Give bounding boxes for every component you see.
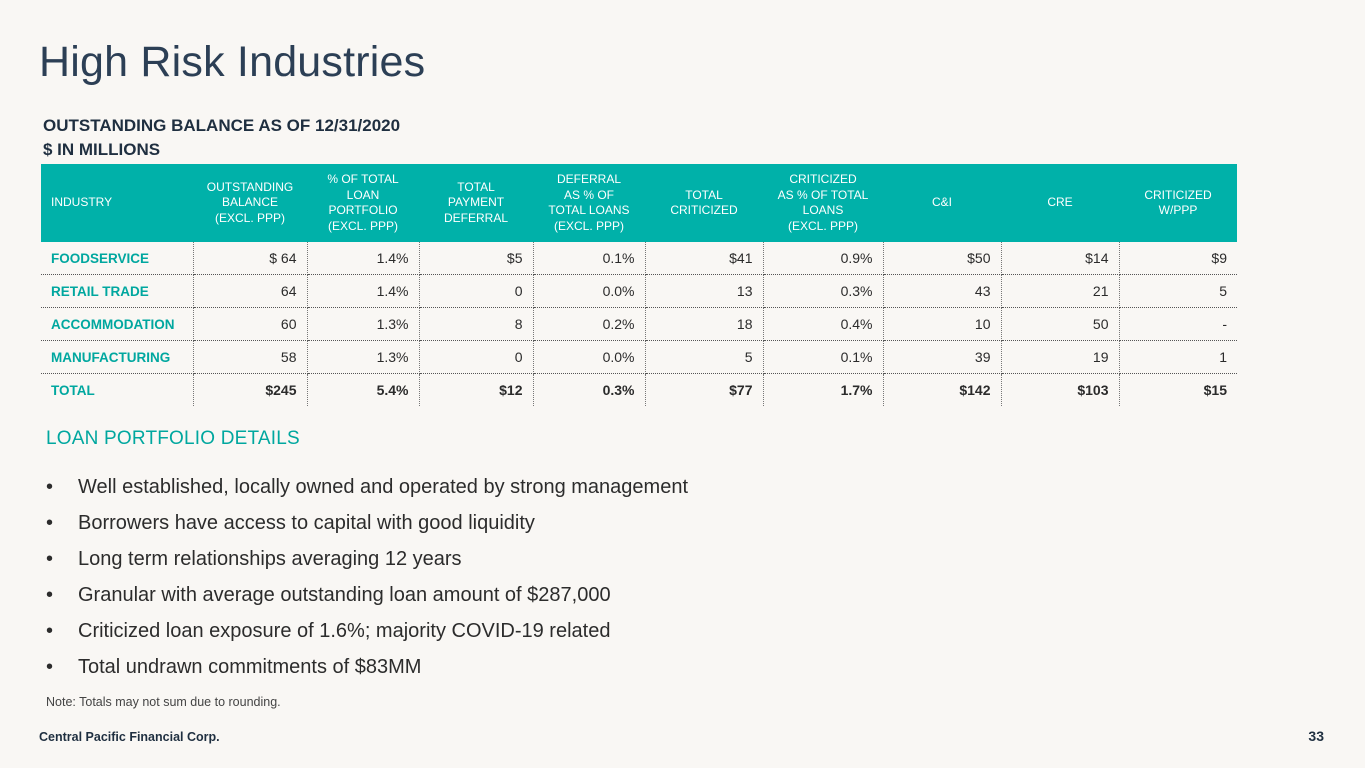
footer-company: Central Pacific Financial Corp. (39, 730, 220, 744)
table-cell-total-criticized: 13 (645, 275, 763, 308)
table-cell-pct-total-loan: 1.3% (307, 308, 419, 341)
table-header-row (41, 164, 1237, 242)
bullet-item (46, 577, 688, 613)
bullet-point-icon: • (46, 512, 54, 534)
table-cell-total-payment-deferral: 0 (419, 275, 533, 308)
bullet-item (46, 469, 688, 505)
table-cell-deferral-pct: 0.0% (533, 275, 645, 308)
table-cell-cre: 21 (1001, 275, 1119, 308)
column-header-line: CRITICIZED (670, 203, 738, 217)
table-cell-total-payment-deferral: 0 (419, 341, 533, 374)
industry-name-cell: MANUFACTURING (41, 341, 193, 374)
column-header-line: AS % OF TOTAL (777, 187, 869, 202)
column-header-line: TOTAL (685, 187, 723, 202)
table-cell-pct-total-loan: 1.4% (307, 242, 419, 275)
column-header-line: CRITICIZED (1144, 187, 1212, 202)
bullet-item (46, 649, 688, 685)
table-cell-total-payment-deferral: $12 (419, 374, 533, 407)
column-header-deferral-pct (533, 164, 645, 242)
table-cell-deferral-pct: 0.2% (533, 308, 645, 341)
column-header-line: LOANS (802, 203, 844, 217)
table-cell-total-criticized: 18 (645, 308, 763, 341)
industry-name-cell: ACCOMMODATION (41, 308, 193, 341)
table-cell-outstanding-balance: $ 64 (193, 242, 307, 275)
bullet-point-icon: • (46, 476, 54, 498)
bullet-text: Well established, locally owned and operated by strong management (78, 476, 688, 498)
column-header-line: DEFERRAL (443, 210, 508, 225)
bullet-point-icon: • (46, 656, 54, 678)
column-header-total-payment-deferral (419, 164, 533, 242)
table-cell-total-payment-deferral: 8 (419, 308, 533, 341)
table-cell-cre: $14 (1001, 242, 1119, 275)
column-header-line: TOTAL (457, 179, 495, 194)
column-header-line: DEFERRAL (556, 172, 621, 186)
column-header-line: C&I (931, 195, 952, 210)
table-cell-deferral-pct: 0.0% (533, 341, 645, 374)
table-cell-outstanding-balance: 64 (193, 275, 307, 308)
industries-table (41, 164, 1237, 406)
bullet-text: Total undrawn commitments of $83MM (78, 656, 422, 678)
column-header-line: CRITICIZED (789, 172, 857, 186)
column-header-line: PAYMENT (447, 195, 505, 210)
industry-name-cell: FOODSERVICE (41, 242, 193, 275)
table-cell-cre: 50 (1001, 308, 1119, 341)
table-cell-criticized-wppp: 5 (1119, 275, 1237, 308)
table-cell-deferral-pct: 0.1% (533, 242, 645, 275)
page-number: 33 (1308, 728, 1324, 744)
table-cell-criticized-pct: 0.1% (763, 341, 883, 374)
table-cell-criticized-pct: 0.3% (763, 275, 883, 308)
column-header-industry (41, 164, 193, 242)
section-heading: LOAN PORTFOLIO DETAILS (46, 428, 300, 449)
column-header-line: OUTSTANDING (206, 179, 294, 194)
column-header-ci (883, 164, 1001, 242)
table-cell-outstanding-balance: $245 (193, 374, 307, 407)
table-cell-pct-total-loan: 1.3% (307, 341, 419, 374)
column-header-criticized-wppp (1119, 164, 1237, 242)
column-header-line: TOTAL LOANS (548, 203, 630, 217)
column-header-line: CRE (1047, 195, 1073, 210)
table-cell-pct-total-loan: 5.4% (307, 374, 419, 407)
table-cell-cre: 19 (1001, 341, 1119, 374)
caption-line-date: OUTSTANDING BALANCE AS OF 12/31/2020 (43, 116, 401, 135)
column-header-pct-total-loan (307, 164, 419, 242)
bullet-point-icon: • (46, 620, 54, 642)
column-header-line: (EXCL. PPP) (327, 218, 399, 233)
table-cell-criticized-pct: 0.4% (763, 308, 883, 341)
column-header-line: LOAN (346, 187, 380, 202)
table-row (41, 308, 1237, 341)
table-cell-total-criticized: 5 (645, 341, 763, 374)
details-bullet-list (46, 469, 688, 685)
column-header-cre (1001, 164, 1119, 242)
column-header-total-criticized (645, 164, 763, 242)
table-cell-pct-total-loan: 1.4% (307, 275, 419, 308)
table-row (41, 242, 1237, 275)
bullet-text: Borrowers have access to capital with good liquidity (78, 512, 535, 534)
bullet-text: Granular with average outstanding loan amount of $287,000 (78, 584, 611, 606)
page-title: High Risk Industries (39, 38, 426, 86)
column-header-line: AS % OF (563, 187, 614, 202)
table-cell-ci: $50 (883, 242, 1001, 275)
industry-name-cell: RETAIL TRADE (41, 275, 193, 308)
column-header-line: (EXCL. PPP) (214, 210, 286, 225)
table-cell-total-payment-deferral: $5 (419, 242, 533, 275)
table-cell-outstanding-balance: 60 (193, 308, 307, 341)
bullet-item (46, 541, 688, 577)
table-row (41, 275, 1237, 308)
footnote: Note: Totals may not sum due to rounding. (46, 695, 281, 709)
table-cell-outstanding-balance: 58 (193, 341, 307, 374)
bullet-point-icon: • (46, 584, 54, 606)
table-row (41, 341, 1237, 374)
table-cell-cre: $103 (1001, 374, 1119, 407)
table-cell-criticized-wppp: 1 (1119, 341, 1237, 374)
column-header-line: PORTFOLIO (328, 203, 398, 217)
bullet-text: Long term relationships averaging 12 years (78, 548, 462, 570)
table-body (41, 242, 1237, 406)
table-total-row (41, 374, 1237, 407)
column-header-line: (EXCL. PPP) (787, 218, 859, 233)
table-cell-ci: 43 (883, 275, 1001, 308)
table-cell-total-criticized: $41 (645, 242, 763, 275)
column-header-outstanding-balance (193, 164, 307, 242)
column-header-line: INDUSTRY (51, 195, 113, 210)
caption-line-units: $ IN MILLIONS (43, 140, 161, 159)
table-cell-ci: $142 (883, 374, 1001, 407)
table-cell-ci: 39 (883, 341, 1001, 374)
table-cell-total-criticized: $77 (645, 374, 763, 407)
column-header-line: (EXCL. PPP) (553, 218, 625, 233)
table-cell-criticized-wppp: $15 (1203, 382, 1227, 398)
column-header-line: W/PPP (1158, 203, 1198, 217)
table-cell-criticized-pct: 1.7% (763, 374, 883, 407)
table-cell-criticized-wppp: $9 (1119, 242, 1237, 275)
table-cell-deferral-pct: 0.3% (533, 374, 645, 407)
table-cell-criticized-pct: 0.9% (763, 242, 883, 275)
column-header-criticized-pct (763, 164, 883, 242)
table-cell-criticized-wppp: - (1119, 308, 1237, 341)
industry-name-cell: TOTAL (41, 374, 193, 407)
table-caption (43, 114, 400, 162)
bullet-text: Criticized loan exposure of 1.6%; majority COVID-19 related (78, 620, 611, 642)
column-header-line: % OF TOTAL (327, 172, 399, 186)
column-header-line: BALANCE (221, 195, 279, 210)
bullet-item (46, 505, 688, 541)
table-cell-ci: 10 (883, 308, 1001, 341)
bullet-point-icon: • (46, 548, 54, 570)
bullet-item (46, 613, 688, 649)
